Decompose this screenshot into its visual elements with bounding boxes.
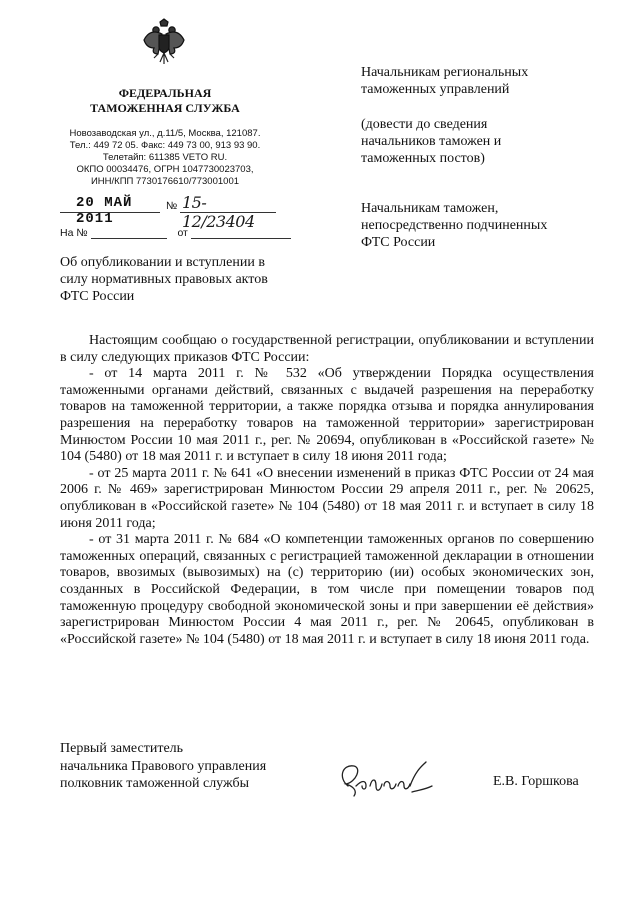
- body-item-2: - от 25 марта 2011 г. № 641 «О внесении изменений в приказ ФТС России от 24 мая 2006 г. № 469» зарегистрирован Минюстом России 29 апреля 2011 г., рег. № 20625, опубликован в «Российской газете» № 104 (5480) от 18 мая 2011 г. и вступает в силу 18 июня 2011 года;: [60, 465, 594, 531]
- org-address: Новозаводская ул., д.11/5, Москва, 121087.: [69, 128, 261, 139]
- addressee-line: начальников таможен и: [361, 134, 502, 149]
- org-name-line1: ФЕДЕРАЛЬНАЯ: [118, 86, 212, 100]
- body-item-3: - от 31 марта 2011 г. № 684 «О компетенции таможенных органов по совершению таможенных операций, связанных с регистрацией таможенной декларации в отношении товаров, ввозимых (вывозимых) на (с) территорию (ии) особых экономических зон, созданных в Российской Федерации, в том числе при помещении товаров под таможенную процедуру свободной экономической зоны и при завершении её действия» зарегистрирован Минюстом России 4 мая 2011 г., рег. № 20645, опубликован в «Российской газете» № 104 (5480) от 18 мая 2011 г. и вступает в силу 18 июня 2011 года.: [60, 532, 594, 647]
- ref-number-blank: [91, 226, 167, 239]
- org-phones: Тел.: 449 72 05. Факс: 449 73 00, 913 93 90.: [69, 140, 261, 151]
- addressee-line: Начальникам таможен,: [361, 201, 499, 216]
- addressee-block-1: [361, 64, 611, 98]
- letter-body: [60, 333, 594, 648]
- letter-subject: [60, 254, 290, 305]
- addressee-line: таможенных постов): [361, 151, 485, 166]
- date-stamp: 20 МАЙ 2011: [76, 195, 133, 227]
- ref-from-label: от: [177, 227, 188, 239]
- number-field: [180, 193, 276, 231]
- signer-name: Е.В. Горшкова: [493, 774, 579, 789]
- addressee-block-3: [361, 200, 611, 251]
- addressee-line: Начальникам региональных: [361, 65, 529, 80]
- addressee-line: (довести до сведения: [361, 117, 488, 132]
- body-item-1: - от 14 марта 2011 г. № 532 «Об утверждении Порядка осуществления таможенными органами действий, связанных с выдачей разрешения на переработку товаров на таможенной территории, а также порядка отзыва и порядка аннулирования разрешения на переработку товаров на таможенной территории» зарегистрирован Минюстом России 10 мая 2011 г., рег. № 20694, опубликован в «Российской газете» № 104 (5480) от 18 мая 2011 г. и вступает в силу 18 июня 2011 года;: [60, 366, 594, 465]
- org-inn: ИНН/КПП 7730176610/773001001: [90, 176, 240, 187]
- number-sign: №: [166, 200, 178, 212]
- org-name-line2: ТАМОЖЕННАЯ СЛУЖБА: [90, 101, 240, 115]
- signer-title-line: Первый заместитель: [60, 741, 184, 756]
- addressee-block-2: [361, 116, 611, 167]
- ref-date-blank: [191, 226, 291, 239]
- signer-title-line: полковник таможенной службы: [60, 776, 250, 791]
- org-teletype: Телетайп: 611385 VETO RU.: [102, 152, 228, 163]
- subject-line: ФТС России: [60, 289, 135, 304]
- ref-line: [60, 226, 291, 239]
- org-okpo: ОКПО 00034476, ОГРН 1047730023703,: [76, 164, 254, 175]
- signer-title-line: начальника Правового управления: [60, 758, 267, 774]
- body-intro: Настоящим сообщаю о государственной регистрации, опубликовании и вступлении в силу следующих приказов ФТС России:: [60, 333, 594, 365]
- addressee-line: ФТС России: [361, 235, 436, 250]
- ref-label: На №: [60, 227, 88, 239]
- subject-line: силу нормативных правовых актов: [60, 272, 268, 287]
- subject-line: Об опубликовании и вступлении в: [60, 255, 265, 270]
- number-handwritten: 15-12/23404: [182, 193, 255, 231]
- addressee-line: непосредственно подчиненных: [361, 218, 548, 233]
- addressee-line: таможенных управлений: [361, 82, 510, 97]
- signer-title: [60, 740, 300, 793]
- date-field: [60, 195, 160, 227]
- handwritten-signature: [332, 756, 436, 804]
- coat-of-arms-icon: [142, 18, 186, 66]
